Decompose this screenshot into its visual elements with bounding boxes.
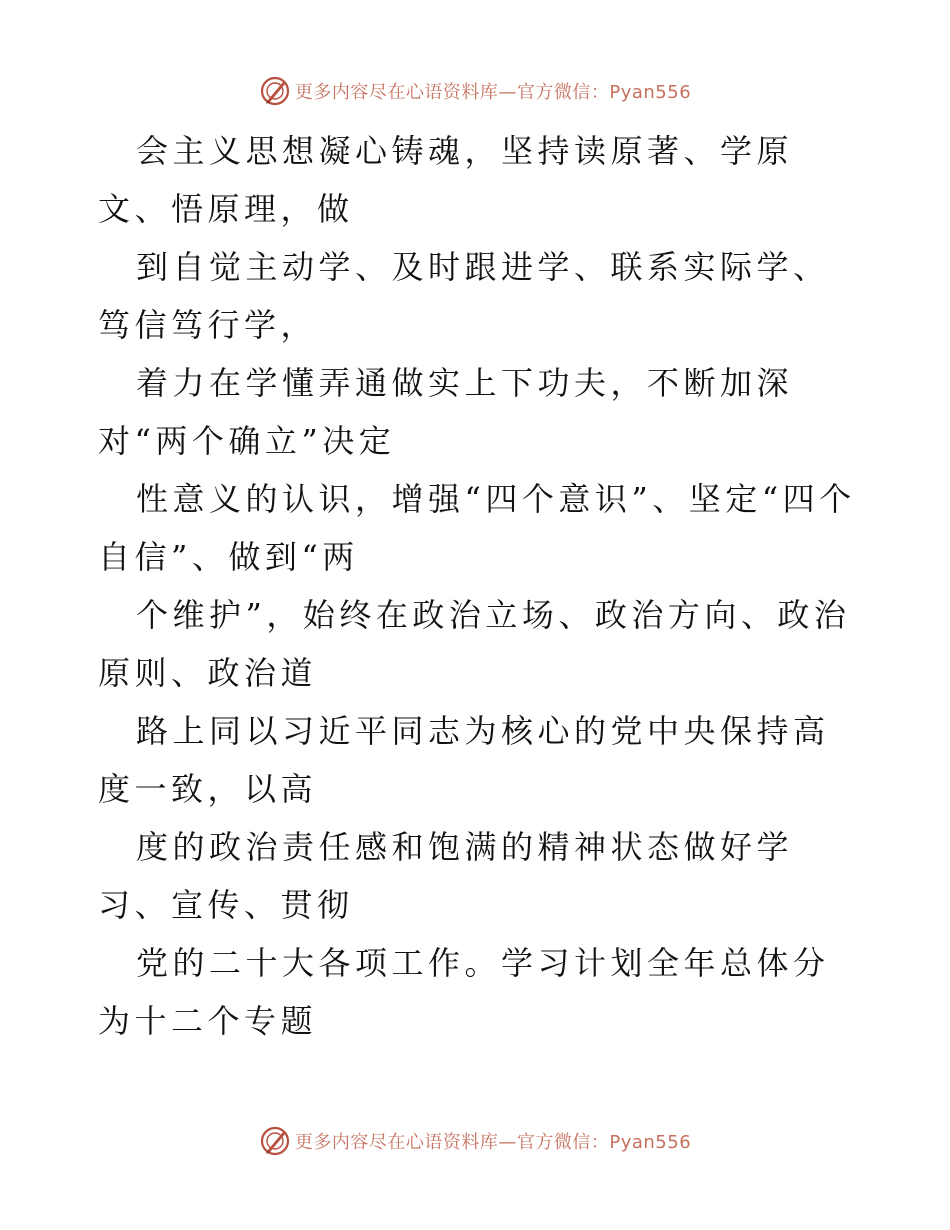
paragraph: 到自觉主动学、及时跟进学、联系实际学、笃信笃行学， (98, 248, 830, 344)
paragraph: 个维护”，始终在政治立场、政治方向、政治原则、政治道 (98, 596, 851, 692)
paragraph: 度的政治责任感和饱满的精神状态做好学习、宣传、贯彻 (98, 828, 794, 924)
paragraph: 会主义思想凝心铸魂，坚持读原著、学原文、悟原理，做 (98, 132, 794, 228)
watermark-header (0, 71, 950, 111)
paragraph: 着力在学懂弄通做实上下功夫，不断加深对“两个确立”决定 (98, 364, 794, 460)
pen-logo-icon (259, 75, 291, 107)
paragraph: 性意义的认识，增强“四个意识”、坚定“四个自信”、做到“两 (98, 480, 856, 576)
paragraph: 路上同以习近平同志为核心的党中央保持高度一致，以高 (98, 712, 830, 808)
pen-logo-icon (259, 1125, 291, 1157)
watermark-footer (0, 1121, 950, 1161)
paragraph: 党的二十大各项工作。学习计划全年总体分为十二个专题 (98, 944, 830, 1040)
watermark-text: 更多内容尽在心语资料库—官方微信：Pyan556 (294, 1132, 692, 1153)
watermark-text: 更多内容尽在心语资料库—官方微信：Pyan556 (294, 82, 692, 103)
document-body (98, 122, 858, 1050)
